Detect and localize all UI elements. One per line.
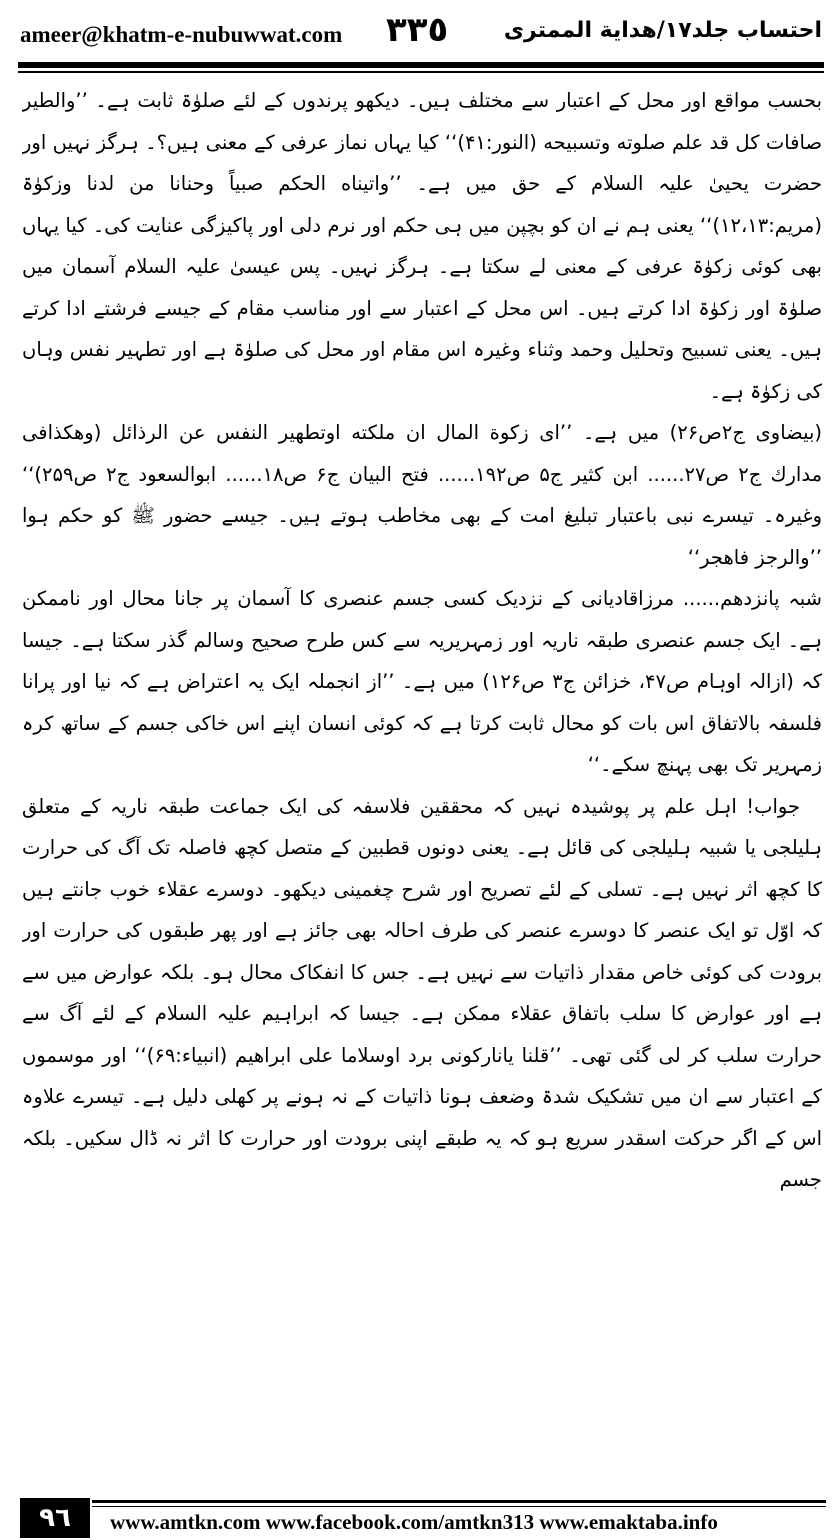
paragraph-objection-fifteen: شبہ پانزدھم...... مرزاقادیانی کے نزدیک کسی جسم عنصری کا آسمان پر جانا محال اور ناممکن ہے۔ ایک جسم عنصری طبقہ ناریہ اور زمہریریہ سے کس طرح صحیح وسالم گذر سکتا ہے۔ جیسا کہ (ازالہ اوہام ص۴۷، خزائن ج۳ ص۱۲۶) میں ہے۔ ’’از انجملہ ایک یہ اعتراض ہے کہ نیا اور پرانا فلسفہ بالاتفاق اس بات کو محال ثابت کرتا ہے کہ کوئی انسان اپنے اس خاکی جسم کے ساتھ کرہ زمہریر تک بھی پہنچ سکے۔‘‘ — [22, 587, 822, 776]
footer-rule-thick — [92, 1500, 826, 1503]
header-page-number: ٣٣٥ — [386, 10, 449, 50]
footer-website-links: www.amtkn.com www.facebook.com/amtkn313 www.emaktaba.info — [110, 1510, 718, 1534]
paragraph-answer: جواب! اہل علم پر پوشیدہ نہیں کہ محققین فلاسفہ کی ایک جماعت طبقہ ناریہ کے متعلق ہلیلجی یا شبیہ ہلیلجی کی قائل ہے۔ یعنی دونوں قطبین کے متصل کچھ فاصلہ تک آگ کی حرارت کا کچھ اثر نہیں ہے۔ تسلی کے لئے تصریح اور شرح چغمینی دیکھو۔ دوسرے عقلاء خوب جانتے ہیں کہ اوّل تو ایک عنصر کا دوسرے عنصر کی طرف احالہ بھی جائز ہے اور پھر طبقوں کی حرارت اور برودت کی کوئی خاص مقدار ذاتیات سے نہیں ہے۔ جس کا انفکاک محال ہو۔ بلکہ عوارض میں سے ہے اور عوارض کا سلب باتفاق عقلاء ممکن ہے۔ جیسا کہ ابراہیم علیہ السلام کے لئے آگ سے حرارت سلب کر لی گئی تھی۔ ’’قلنا یانارکونی برد اوسلاما علی ابراهیم (انبیاء:۶۹)‘‘ اور موسموں کے اعتبار سے ان میں تشکیک شدۃ وضعف ہونا ذاتیات کے نہ ہونے پر کھلی دلیل ہے۔ تیسرے علاوہ اس کے اگر حرکت اسقدر سریع ہو کہ یہ طبقے اپنی برودت اور حرارت کا اثر نہ ڈال سکیں۔ بلکہ جسم — [22, 794, 822, 1191]
header-book-title: احتساب جلد۱۷/هداية الممترى — [503, 18, 822, 43]
header-email: ameer@khatm-e-nubuwwat.com — [20, 22, 343, 47]
header-rule-thin — [18, 71, 824, 73]
paragraph-salat-zakat: بحسب مواقع اور محل کے اعتبار سے مختلف ہیں۔ دیکھو پرندوں کے لئے صلوٰۃ ثابت ہے۔ ’’والطیر صافات کل قد علم صلوته وتسبیحه (النور:۴۱)‘‘ کیا یہاں نماز عرفی کے معنی ہیں؟۔ ہرگز نہیں اور حضرت یحییٰ علیہ السلام کے حق میں ہے۔ ’’واتیناه الحکم صبیاً وحنانا من لدنا وزکوٰۃ (مریم:۱۲،۱۳)‘‘ یعنی ہم نے ان کو بچپن میں ہی حکم اور نرم دلی اور پاکیزگی عنایت کی۔ کیا یہاں بھی کوئی زکوٰۃ عرفی کے معنی لے سکتا ہے۔ ہرگز نہیں۔ پس عیسیٰ علیہ السلام آسمان میں صلوٰۃ اور زکوٰۃ ادا کرتے ہیں۔ اس محل کے اعتبار سے اور مناسب مقام کے جیسے فرشتے ادا کرتے ہیں۔ یعنی تسبیح وتحلیل وحمد وثناء وغیرہ اس مقام اور محل کی صلوٰۃ ہے اور تطہیر نفس وہاں کی زکوٰۃ ہے۔ — [22, 89, 822, 403]
footer-rule-thin — [92, 1506, 826, 1507]
header-rule-thick — [18, 62, 824, 68]
paragraph-baydawi-citation: (بیضاوی ج۲ص۲۶) میں ہے۔ ’’ای زکوة المال ان ملکته اوتطهیر النفس عن الرذائل (وهکذافی مدارك ج۲ ص۲۷...... ابن کثیر ج۵ ص۱۹۲...... فتح البیان ج۶ ص۱۸...... ابوالسعود ج۲ ص۲۵۹)‘‘ وغیرہ۔ تیسرے نبی باعتبار تبلیغ امت کے بھی مخاطب ہوتے ہیں۔ جیسے حضور ﷺ کو حکم ہوا ’’والرجز فاهجر‘‘ — [22, 421, 822, 569]
page-header — [0, 0, 840, 64]
page-body — [22, 80, 822, 1470]
footer-page-number: ٩٦ — [20, 1498, 90, 1538]
page-footer — [0, 1488, 840, 1540]
